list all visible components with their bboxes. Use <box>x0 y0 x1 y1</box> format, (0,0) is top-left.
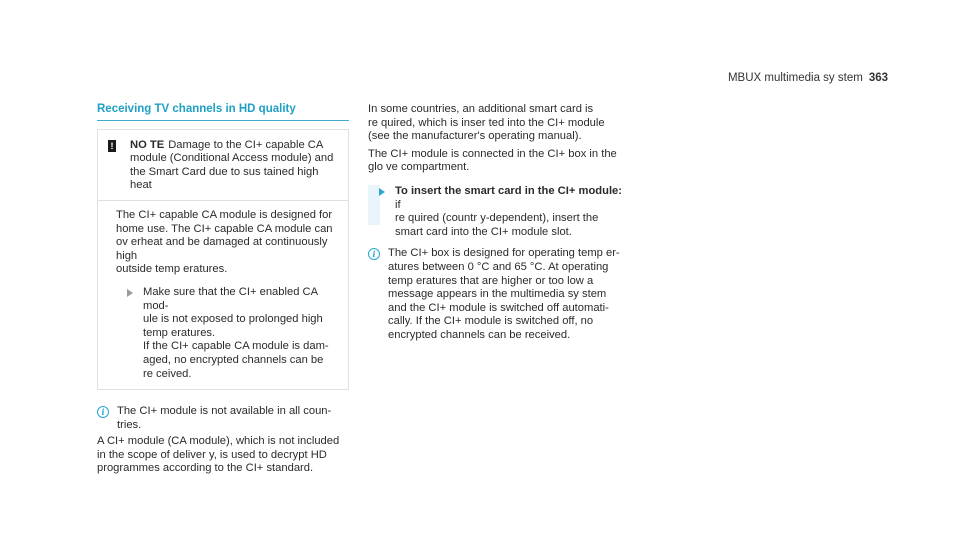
notice-header <box>98 130 348 201</box>
paragraph <box>368 148 628 175</box>
section-title: Receiving TV channels in HD quality <box>97 103 349 121</box>
paragraph-line: The CI+ module is connected in the CI+ box in the <box>368 147 617 160</box>
right-column <box>368 103 628 343</box>
info-icon: i <box>97 406 109 418</box>
notice-body-line: home use. The CI+ capable CA module can <box>116 222 333 235</box>
step-arrow-icon <box>127 289 133 297</box>
paragraph-line: re quired, which is inser ted into the CI+ module <box>368 116 605 129</box>
step-line: temp eratures. <box>143 326 216 339</box>
notice-step <box>116 286 338 381</box>
paragraph-line: (see the manufacturer's operating manual). <box>368 130 582 143</box>
step-title: To insert the smart card in the CI+ module: <box>395 184 622 197</box>
paragraph-line: A CI+ module (CA module), which is not included <box>97 435 340 448</box>
notice-box <box>97 129 349 391</box>
notice-line: module (Conditional Access module) and <box>130 152 334 165</box>
step-line: Make sure that the CI+ enabled CA mod- <box>143 285 318 312</box>
notice-body <box>98 201 348 389</box>
info-line: The CI+ box is designed for operating temp er- <box>388 247 620 260</box>
info-line: The CI+ module is not available in all coun- <box>117 405 332 418</box>
notice-body-line: ov erheat and be damaged at continuously high <box>116 236 328 262</box>
notice-line: the Smart Card due to sus tained high <box>130 165 319 178</box>
step-text <box>395 185 628 239</box>
info-line: cally. If the CI+ module is switched off, no <box>388 315 594 328</box>
notice-body-line: outside temp eratures. <box>116 263 228 276</box>
info-line: temp eratures that are higher or too low a <box>388 274 594 287</box>
step-line: If the CI+ capable CA module is dam- <box>143 340 329 353</box>
warning-icon: ! <box>108 140 116 152</box>
paragraph-line: programmes according to the CI+ standard. <box>97 462 314 475</box>
paragraph-line: glo ve compartment. <box>368 161 470 174</box>
paragraph-line: In some countries, an additional smart card is <box>368 103 594 115</box>
page-header <box>728 72 888 86</box>
paragraph <box>368 103 628 144</box>
info-note <box>97 405 349 432</box>
paragraph-line: in the scope of deliver y, is used to decrypt HD <box>97 448 327 461</box>
step-line: re ceived. <box>143 367 192 380</box>
info-line: atures between 0 °C and 65 °C. At operating <box>388 260 609 273</box>
instruction-step <box>368 185 628 239</box>
info-line: and the CI+ module is switched off automati- <box>388 301 609 314</box>
step-line: if <box>395 198 401 211</box>
info-icon: i <box>368 248 380 260</box>
notice-body-line: The CI+ capable CA module is designed for <box>116 208 333 221</box>
step-line: smart card into the CI+ module slot. <box>395 225 572 238</box>
notice-label: NO TE <box>130 138 165 151</box>
notice-text <box>130 139 333 193</box>
info-note <box>368 247 628 342</box>
info-text <box>117 405 331 432</box>
step-arrow-icon <box>379 188 385 196</box>
step-text <box>143 286 338 381</box>
left-column <box>97 103 349 476</box>
section-name: MBUX multimedia sy stem <box>727 72 863 84</box>
notice-line: heat <box>130 179 152 192</box>
notice-line: Damage to the CI+ capable CA <box>168 138 324 151</box>
info-line: encrypted channels can be received. <box>388 328 571 341</box>
step-line: aged, no encrypted channels can be <box>143 353 324 366</box>
step-line: re quired (countr y-dependent), insert the <box>395 212 599 225</box>
page-number: 363 <box>868 72 888 84</box>
paragraph <box>97 435 349 476</box>
info-line: message appears in the multimedia sy stem <box>388 288 607 301</box>
info-line: tries. <box>117 418 142 431</box>
step-line: ule is not exposed to prolonged high <box>143 313 323 326</box>
info-text <box>388 247 620 342</box>
